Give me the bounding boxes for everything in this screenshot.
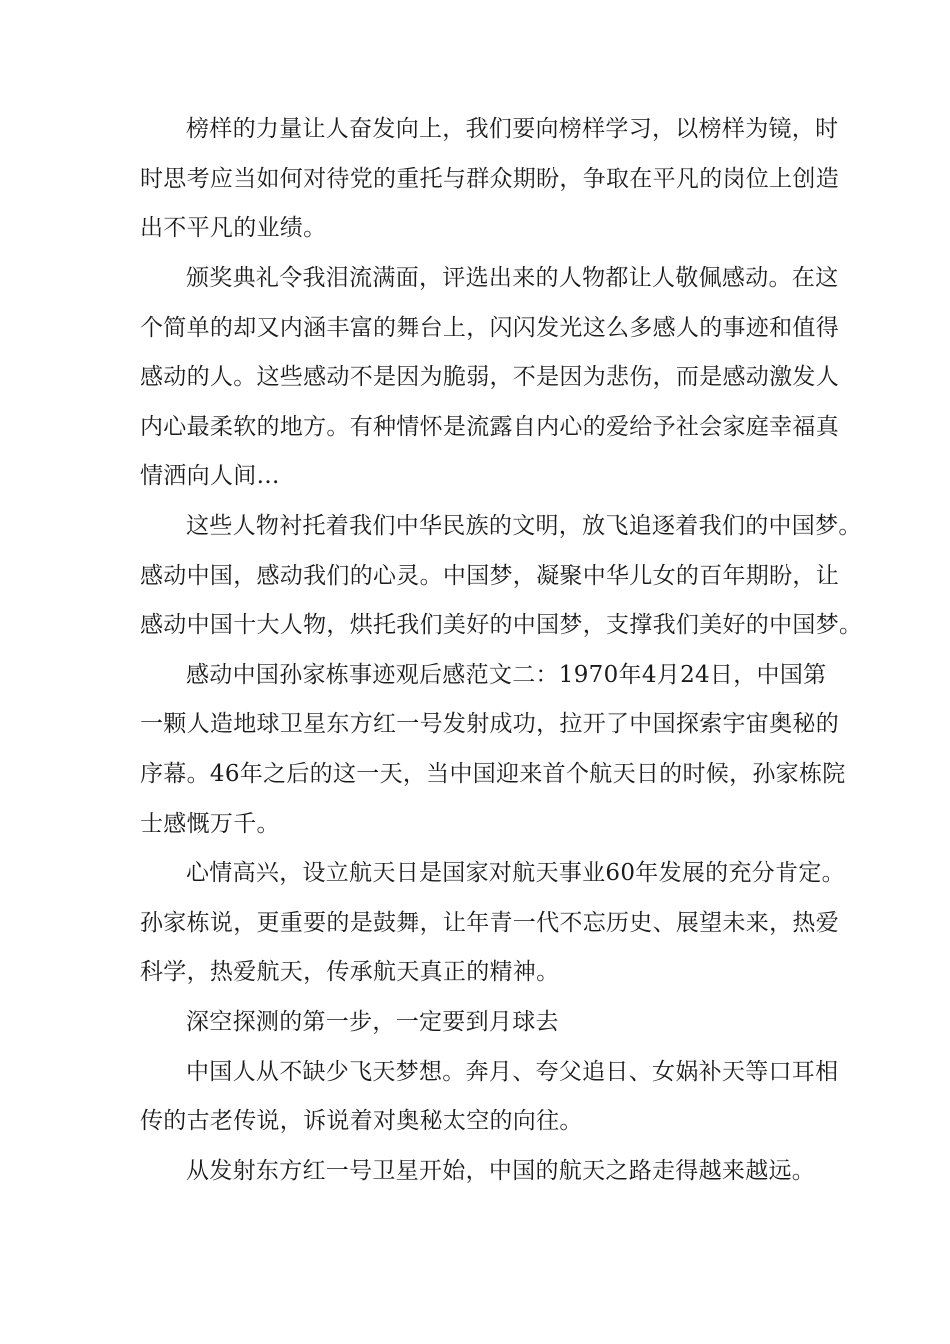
subheading: 深空探测的第一步，一定要到月球去 xyxy=(186,1009,559,1035)
paragraph-1-line-2: 时思考应当如何对待党的重托与群众期盼，争取在平凡的岗位上创造 xyxy=(140,166,839,192)
paragraph-3-line-2: 感动中国，感动我们的心灵。中国梦，凝聚中华儿女的百年期盼，让 xyxy=(140,563,839,589)
paragraph-4-line-4: 士感慨万千。 xyxy=(140,811,280,837)
paragraph-5-line-3: 科学，热爱航天，传承航天真正的精神。 xyxy=(140,959,560,985)
paragraph-2-line-5: 情洒向人间… xyxy=(140,463,280,489)
paragraph-2-line-2: 个简单的却又内涵丰富的舞台上，闪闪发光这么多感人的事迹和值得 xyxy=(140,315,839,341)
paragraph-4-line-2: 一颗人造地球卫星东方红一号发射成功，拉开了中国探索宇宙奥秘的 xyxy=(140,711,839,737)
paragraph-2-line-3: 感动的人。这些感动不是因为脆弱，不是因为悲伤，而是感动激发人 xyxy=(140,364,839,390)
paragraph-1-line-3: 出不平凡的业绩。 xyxy=(140,215,327,241)
paragraph-7-line-1: 从发射东方红一号卫星开始，中国的航天之路走得越来越远。 xyxy=(186,1158,816,1184)
paragraph-2-line-1: 颁奖典礼令我泪流满面，评选出来的人物都让人敬佩感动。在这 xyxy=(186,265,839,291)
paragraph-3-line-3: 感动中国十大人物，烘托我们美好的中国梦，支撑我们美好的中国梦。 xyxy=(140,612,863,638)
paragraph-6-line-1: 中国人从不缺少飞天梦想。奔月、夸父追日、女娲补天等口耳相 xyxy=(186,1059,839,1085)
paragraph-4-line-3: 序幕。46年之后的这一天，当中国迎来首个航天日的时候，孙家栋院 xyxy=(140,761,846,787)
paragraph-4-line-1: 感动中国孙家栋事迹观后感范文二：1970年4月24日，中国第 xyxy=(186,662,827,688)
paragraph-3-line-1: 这些人物衬托着我们中华民族的文明，放飞追逐着我们的中国梦。 xyxy=(186,513,862,539)
paragraph-5-line-1: 心情高兴，设立航天日是国家对航天事业60年发展的充分肯定。 xyxy=(186,860,845,886)
paragraph-6-line-2: 传的古老传说，诉说着对奥秘太空的向往。 xyxy=(140,1108,583,1134)
paragraph-5-line-2: 孙家栋说，更重要的是鼓舞，让年青一代不忘历史、展望未来，热爱 xyxy=(140,910,839,936)
paragraph-1-line-1: 榜样的力量让人奋发向上，我们要向榜样学习，以榜样为镜，时 xyxy=(186,116,839,142)
paragraph-2-line-4: 内心最柔软的地方。有种情怀是流露自内心的爱给予社会家庭幸福真 xyxy=(140,414,839,440)
